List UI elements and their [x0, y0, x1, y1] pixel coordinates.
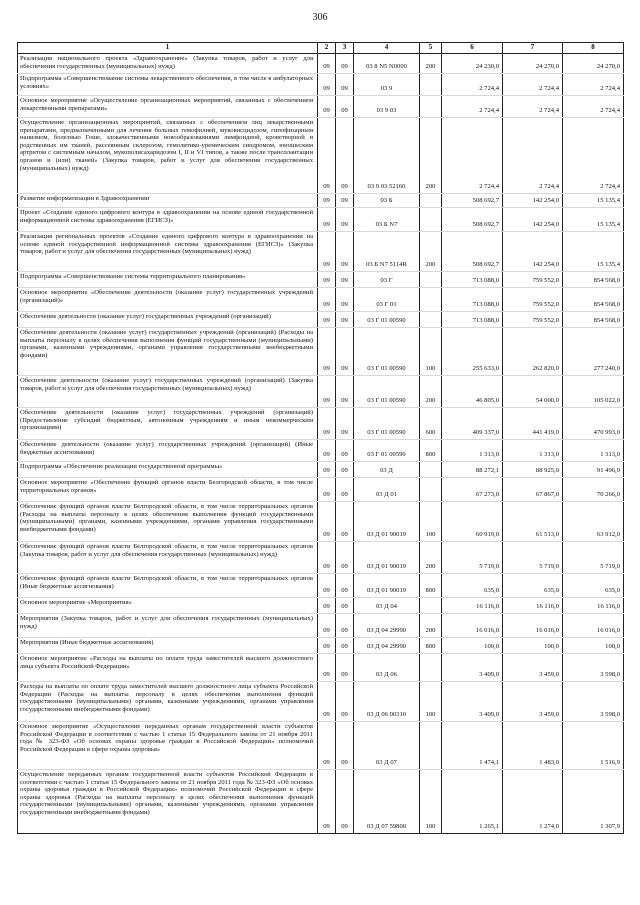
expense-type-code [420, 722, 442, 770]
section-code: 09 [318, 194, 336, 208]
target-article-code: 03 Б N7 [354, 208, 420, 232]
table-row [18, 722, 624, 770]
amount-year-3: 2 724,4 [563, 96, 624, 118]
amount-year-2: 1 313,0 [503, 440, 563, 462]
amount-year-2: 5 719,0 [503, 542, 563, 574]
amount-year-3: 15 135,4 [563, 208, 624, 232]
column-header: 8 [563, 43, 624, 54]
amount-year-1: 3 409,0 [442, 654, 503, 682]
row-description: Мероприятия (Закупка товаров, работ и услуг для обеспечения государственных (муниципальных) нужд) [18, 614, 318, 638]
table-body [18, 54, 624, 834]
amount-year-3: 854 568,0 [563, 312, 624, 328]
section-code: 09 [318, 462, 336, 478]
amount-year-1: 46 805,0 [442, 376, 503, 408]
amount-year-2: 3 459,0 [503, 654, 563, 682]
amount-year-3: 105 022,0 [563, 376, 624, 408]
expense-type-code: 800 [420, 440, 442, 462]
target-article-code: 03 9 03 52160 [354, 118, 420, 194]
amount-year-2: 759 552,0 [503, 312, 563, 328]
target-article-code: 03 Г 01 00590 [354, 376, 420, 408]
amount-year-1: 713 088,0 [442, 272, 503, 288]
subsection-code: 09 [336, 312, 354, 328]
table-row [18, 208, 624, 232]
amount-year-2: 1 483,0 [503, 722, 563, 770]
row-description: Реализация региональных проектов «Создание единого цифрового контура в здравоохранении на основе единой государственной информационной системы здравоохранения (ЕГИСЗ)» (Закупка товаров, работ и услуг для обеспечения государственных (муниципальных) нужд) [18, 232, 318, 272]
target-article-code: 03 Д 01 90019 [354, 542, 420, 574]
amount-year-3: 3 598,0 [563, 654, 624, 682]
section-code: 09 [318, 598, 336, 614]
expense-type-code: 200 [420, 614, 442, 638]
row-description: Обеспечение функций органов власти Белгородской области, в том числе территориальных органов (Расходы на выплаты персоналу в целях обеспечения выполнения функций государственными (муниципальными) органами, казенными учреждениями, органами управления государственными внебюджетными фондами) [18, 502, 318, 542]
row-description: Развитие информатизации в Здравоохранении [18, 194, 318, 208]
column-header: 1 [18, 43, 318, 54]
target-article-code: 03 8 N5 N0000 [354, 54, 420, 74]
target-article-code: 03 9 03 [354, 96, 420, 118]
table-row [18, 232, 624, 272]
subsection-code: 09 [336, 328, 354, 376]
table-row [18, 682, 624, 722]
target-article-code: 03 Д 07 59800 [354, 770, 420, 834]
amount-year-1: 508 692,7 [442, 194, 503, 208]
amount-year-1: 508 692,7 [442, 232, 503, 272]
amount-year-2: 16 116,0 [503, 598, 563, 614]
amount-year-1: 60 919,0 [442, 502, 503, 542]
row-description: Обеспечение функций органов власти Белгородской области, в том числе территориальных органов (Закупка товаров, работ и услуг для обеспечения государственных (муниципальных) нужд) [18, 542, 318, 574]
amount-year-3: 854 568,0 [563, 272, 624, 288]
row-description: Основное мероприятие «Обеспечение деятельности (оказание услуг) государственных учреждений (организаций)» [18, 288, 318, 312]
amount-year-1: 635,0 [442, 574, 503, 598]
expense-type-code: 200 [420, 54, 442, 74]
amount-year-1: 3 409,0 [442, 682, 503, 722]
amount-year-1: 2 724,4 [442, 74, 503, 96]
subsection-code: 09 [336, 74, 354, 96]
column-header: 5 [420, 43, 442, 54]
subsection-code: 09 [336, 614, 354, 638]
column-header: 6 [442, 43, 503, 54]
amount-year-1: 24 230,0 [442, 54, 503, 74]
expense-type-code [420, 208, 442, 232]
amount-year-2: 100,0 [503, 638, 563, 654]
expense-type-code: 200 [420, 118, 442, 194]
amount-year-3: 16 016,0 [563, 614, 624, 638]
section-code: 09 [318, 96, 336, 118]
amount-year-3: 15 135,4 [563, 194, 624, 208]
subsection-code: 09 [336, 96, 354, 118]
column-header: 4 [354, 43, 420, 54]
expense-type-code: 200 [420, 376, 442, 408]
amount-year-3: 277 240,0 [563, 328, 624, 376]
amount-year-3: 70 266,0 [563, 478, 624, 502]
target-article-code: 03 Г 01 00590 [354, 440, 420, 462]
amount-year-3: 15 135,4 [563, 232, 624, 272]
table-row [18, 574, 624, 598]
row-description: Основное мероприятие «Обеспечение функций органов власти Белгородской области, в том числе территориальных органов» [18, 478, 318, 502]
amount-year-2: 635,0 [503, 574, 563, 598]
section-code: 09 [318, 118, 336, 194]
amount-year-1: 1 313,0 [442, 440, 503, 462]
subsection-code: 09 [336, 440, 354, 462]
subsection-code: 09 [336, 478, 354, 502]
section-code: 09 [318, 638, 336, 654]
target-article-code: 03 Б N7 5114R [354, 232, 420, 272]
section-code: 09 [318, 376, 336, 408]
row-description: Мероприятия (Иные бюджетные ассигнования) [18, 638, 318, 654]
amount-year-2: 16 016,0 [503, 614, 563, 638]
column-header: 7 [503, 43, 563, 54]
amount-year-1: 1 474,1 [442, 722, 503, 770]
expense-type-code [420, 462, 442, 478]
section-code: 09 [318, 770, 336, 834]
table-row [18, 328, 624, 376]
target-article-code: 03 Д 01 90019 [354, 574, 420, 598]
table-row [18, 654, 624, 682]
target-article-code: 03 Б [354, 194, 420, 208]
target-article-code: 03 Г 01 00590 [354, 312, 420, 328]
table-row [18, 194, 624, 208]
amount-year-3: 100,0 [563, 638, 624, 654]
section-code: 09 [318, 574, 336, 598]
subsection-code: 09 [336, 722, 354, 770]
section-code: 09 [318, 232, 336, 272]
amount-year-2: 88 925,0 [503, 462, 563, 478]
expense-type-code: 100 [420, 502, 442, 542]
target-article-code: 03 Г 01 00590 [354, 408, 420, 440]
subsection-code: 09 [336, 118, 354, 194]
subsection-code: 09 [336, 462, 354, 478]
expense-type-code: 800 [420, 638, 442, 654]
row-description: Подпрограмма «Совершенствование системы территориального планирования» [18, 272, 318, 288]
subsection-code: 09 [336, 54, 354, 74]
table-row [18, 74, 624, 96]
table-row [18, 542, 624, 574]
row-description: Основное мероприятие «Осуществление переданных органам государственной власти субъектов Российской Федерации в соответствии с частью 1 статьи 15 Федерального закона от 21 ноября 2011 года № 323-ФЗ «Об основах охраны здоровья граждан в Российской Федерации» полномочий Российской Федерации в сфере охраны здоровья» [18, 722, 318, 770]
row-description: Подпрограмма «Совершенствование системы лекарственного обеспечения, в том числе в амбулаторных условиях» [18, 74, 318, 96]
expense-type-code [420, 478, 442, 502]
amount-year-3: 2 724,4 [563, 118, 624, 194]
target-article-code: 03 Г 01 [354, 288, 420, 312]
section-code: 09 [318, 74, 336, 96]
target-article-code: 03 Г [354, 272, 420, 288]
subsection-code: 09 [336, 194, 354, 208]
section-code: 09 [318, 208, 336, 232]
target-article-code: 03 9 [354, 74, 420, 96]
expense-type-code: 800 [420, 574, 442, 598]
amount-year-1: 713 088,0 [442, 288, 503, 312]
expense-type-code [420, 288, 442, 312]
row-description: Осуществление переданных органам государственной власти субъектов Российской Федерации в соответствии с частью 1 статьи 15 Федерального закона от 21 ноября 2011 года № 323-ФЗ «Об основах охраны здоровья граждан в Российской Федерации» полномочий Российской Федерации в сфере охраны здоровья (Расходы на выплаты персоналу в целях обеспечения выполнения функций государственными (муниципальными) органами, казенными учреждениями, органами управления государственными внебюджетными фондами) [18, 770, 318, 834]
target-article-code: 03 Д 01 90019 [354, 502, 420, 542]
amount-year-2: 24 270,0 [503, 54, 563, 74]
amount-year-2: 142 254,0 [503, 194, 563, 208]
table-row [18, 96, 624, 118]
section-code: 09 [318, 478, 336, 502]
amount-year-1: 67 273,0 [442, 478, 503, 502]
row-description: Основное мероприятие «Осуществление организационных мероприятий, связанных с обеспечением лекарственными препаратами» [18, 96, 318, 118]
row-description: Осуществление организационных мероприятий, связанных с обеспечением лиц лекарственными препаратами, предназначенными для лечения больных гемофилией, муковисцидозом, гипофизарным нанизмом, болезнью Гоше, злокачественными новообразованиями лимфоидной, кроветворной и родственных им тканей, рассеянным склерозом, гемолитико-уремическим синдромом, юношеским артритом с системным началом, мукополисахаридозом I, II и VI типов, а также после трансплантации органов и (или) тканей» (Закупка товаров, работ и услуг для обеспечения государственных (муниципальных) нужд) [18, 118, 318, 194]
section-code: 09 [318, 542, 336, 574]
table-row [18, 502, 624, 542]
target-article-code: 03 Д 04 [354, 598, 420, 614]
expense-type-code [420, 272, 442, 288]
subsection-code: 09 [336, 272, 354, 288]
amount-year-1: 409 337,0 [442, 408, 503, 440]
section-code: 09 [318, 408, 336, 440]
expense-type-code [420, 312, 442, 328]
expense-type-code [420, 654, 442, 682]
amount-year-2: 3 459,0 [503, 682, 563, 722]
column-number-header-row [18, 43, 624, 54]
amount-year-1: 100,0 [442, 638, 503, 654]
target-article-code: 03 Д [354, 462, 420, 478]
table-row [18, 272, 624, 288]
subsection-code: 09 [336, 654, 354, 682]
subsection-code: 09 [336, 574, 354, 598]
section-code: 09 [318, 614, 336, 638]
row-description: Подпрограмма «Обеспечение реализации государственной программы» [18, 462, 318, 478]
subsection-code: 09 [336, 408, 354, 440]
section-code: 09 [318, 54, 336, 74]
row-description: Реализация национального проекта «Здравоохранение» (Закупка товаров, работ и услуг для обеспечения государственных (муниципальных) нужд) [18, 54, 318, 74]
table-row [18, 54, 624, 74]
amount-year-2: 54 000,0 [503, 376, 563, 408]
target-article-code: 03 Д 04 29990 [354, 638, 420, 654]
amount-year-3: 2 724,4 [563, 74, 624, 96]
row-description: Обеспечение деятельности (оказание услуг) государственных учреждений (организаций) (Предоставление субсидий бюджетным, автономным учреждениям и иным некоммерческим организациям) [18, 408, 318, 440]
expense-type-code: 200 [420, 232, 442, 272]
amount-year-2: 759 552,0 [503, 272, 563, 288]
expense-type-code [420, 598, 442, 614]
amount-year-3: 1 516,9 [563, 722, 624, 770]
section-code: 09 [318, 654, 336, 682]
amount-year-3: 854 568,0 [563, 288, 624, 312]
target-article-code: 03 Д 04 29990 [354, 614, 420, 638]
row-description: Обеспечение деятельности (оказание услуг) государственных учреждений (организаций) [18, 312, 318, 328]
amount-year-3: 1 307,9 [563, 770, 624, 834]
row-description: Основное мероприятие «Мероприятия» [18, 598, 318, 614]
section-code: 09 [318, 682, 336, 722]
amount-year-1: 508 692,7 [442, 208, 503, 232]
amount-year-2: 67 867,0 [503, 478, 563, 502]
amount-year-3: 24 270,0 [563, 54, 624, 74]
subsection-code: 09 [336, 502, 354, 542]
amount-year-1: 88 272,1 [442, 462, 503, 478]
subsection-code: 09 [336, 208, 354, 232]
target-article-code: 03 Д 01 [354, 478, 420, 502]
subsection-code: 09 [336, 232, 354, 272]
table-row [18, 408, 624, 440]
subsection-code: 09 [336, 542, 354, 574]
section-code: 09 [318, 440, 336, 462]
target-article-code: 03 Г 01 00590 [354, 328, 420, 376]
column-header: 3 [336, 43, 354, 54]
amount-year-2: 262 820,0 [503, 328, 563, 376]
amount-year-2: 142 254,0 [503, 232, 563, 272]
amount-year-3: 5 719,0 [563, 542, 624, 574]
subsection-code: 09 [336, 638, 354, 654]
table-row [18, 462, 624, 478]
amount-year-1: 255 633,0 [442, 328, 503, 376]
expense-type-code: 100 [420, 770, 442, 834]
amount-year-3: 63 912,0 [563, 502, 624, 542]
expense-type-code: 200 [420, 542, 442, 574]
table-row [18, 638, 624, 654]
table-row [18, 118, 624, 194]
section-code: 09 [318, 722, 336, 770]
table-row [18, 614, 624, 638]
section-code: 09 [318, 328, 336, 376]
subsection-code: 09 [336, 682, 354, 722]
page-number: 306 [312, 12, 328, 23]
subsection-code: 09 [336, 770, 354, 834]
table-row [18, 312, 624, 328]
expense-type-code [420, 96, 442, 118]
row-description: Обеспечение деятельности (оказание услуг) государственных учреждений (организаций) (Иные бюджетные ассигнования) [18, 440, 318, 462]
amount-year-2: 142 254,0 [503, 208, 563, 232]
table-row [18, 440, 624, 462]
table-row [18, 288, 624, 312]
target-article-code: 03 Д 07 [354, 722, 420, 770]
amount-year-1: 16 116,0 [442, 598, 503, 614]
amount-year-2: 61 513,0 [503, 502, 563, 542]
expense-type-code: 100 [420, 682, 442, 722]
table-row [18, 770, 624, 834]
amount-year-1: 1 265,1 [442, 770, 503, 834]
row-description: Расходы на выплаты по оплате труда заместителей высшего должностного лица субъекта Российской Федерации (Расходы на выплаты персоналу в целях обеспечения выполнения функций государственными (муниципальными) органами, казенными учреждениями, органами управления государственными внебюджетными фондами) [18, 682, 318, 722]
table-row [18, 598, 624, 614]
amount-year-3: 470 993,0 [563, 408, 624, 440]
row-description: Основное мероприятие «Расходы на выплаты по оплате труда заместителей высшего должностного лица субъекта Российской Федерации» [18, 654, 318, 682]
target-article-code: 03 Д 06 [354, 654, 420, 682]
amount-year-2: 2 724,4 [503, 74, 563, 96]
amount-year-2: 759 552,0 [503, 288, 563, 312]
target-article-code: 03 Д 06 00310 [354, 682, 420, 722]
subsection-code: 09 [336, 598, 354, 614]
amount-year-1: 2 724,4 [442, 118, 503, 194]
table-row [18, 478, 624, 502]
amount-year-3: 16 116,0 [563, 598, 624, 614]
row-description: Проект «Создание единого цифрового контура в здравоохранении на основе единой государственной информационной системы здравоохранения (ЕГИСЗ)» [18, 208, 318, 232]
expense-type-code: 100 [420, 328, 442, 376]
section-code: 09 [318, 312, 336, 328]
amount-year-3: 3 598,0 [563, 682, 624, 722]
section-code: 09 [318, 272, 336, 288]
table-row [18, 376, 624, 408]
budget-table [17, 42, 624, 834]
row-description: Обеспечение деятельности (оказание услуг) государственных учреждений (организаций) (Закупка товаров, работ и услуг для обеспечения государственных (муниципальных) нужд) [18, 376, 318, 408]
amount-year-3: 1 313,0 [563, 440, 624, 462]
amount-year-1: 713 088,0 [442, 312, 503, 328]
amount-year-1: 16 016,0 [442, 614, 503, 638]
section-code: 09 [318, 288, 336, 312]
amount-year-2: 441 419,0 [503, 408, 563, 440]
amount-year-1: 5 719,0 [442, 542, 503, 574]
column-header: 2 [318, 43, 336, 54]
row-description: Обеспечение функций органов власти Белгородской области, в том числе территориальных органов (Иные бюджетные ассигнования) [18, 574, 318, 598]
expense-type-code [420, 194, 442, 208]
amount-year-3: 91 496,9 [563, 462, 624, 478]
amount-year-3: 635,0 [563, 574, 624, 598]
amount-year-2: 2 724,4 [503, 118, 563, 194]
amount-year-2: 2 724,4 [503, 96, 563, 118]
subsection-code: 09 [336, 288, 354, 312]
row-description: Обеспечение деятельности (оказание услуг) государственных учреждений (организаций) (Расходы на выплаты персоналу в целях обеспечения выполнения функций государственными (муниципальными) органами, казенными учреждениями, органами управления государственными внебюджетными фондами) [18, 328, 318, 376]
expense-type-code [420, 74, 442, 96]
amount-year-1: 2 724,4 [442, 96, 503, 118]
expense-type-code: 600 [420, 408, 442, 440]
subsection-code: 09 [336, 376, 354, 408]
amount-year-2: 1 274,0 [503, 770, 563, 834]
section-code: 09 [318, 502, 336, 542]
